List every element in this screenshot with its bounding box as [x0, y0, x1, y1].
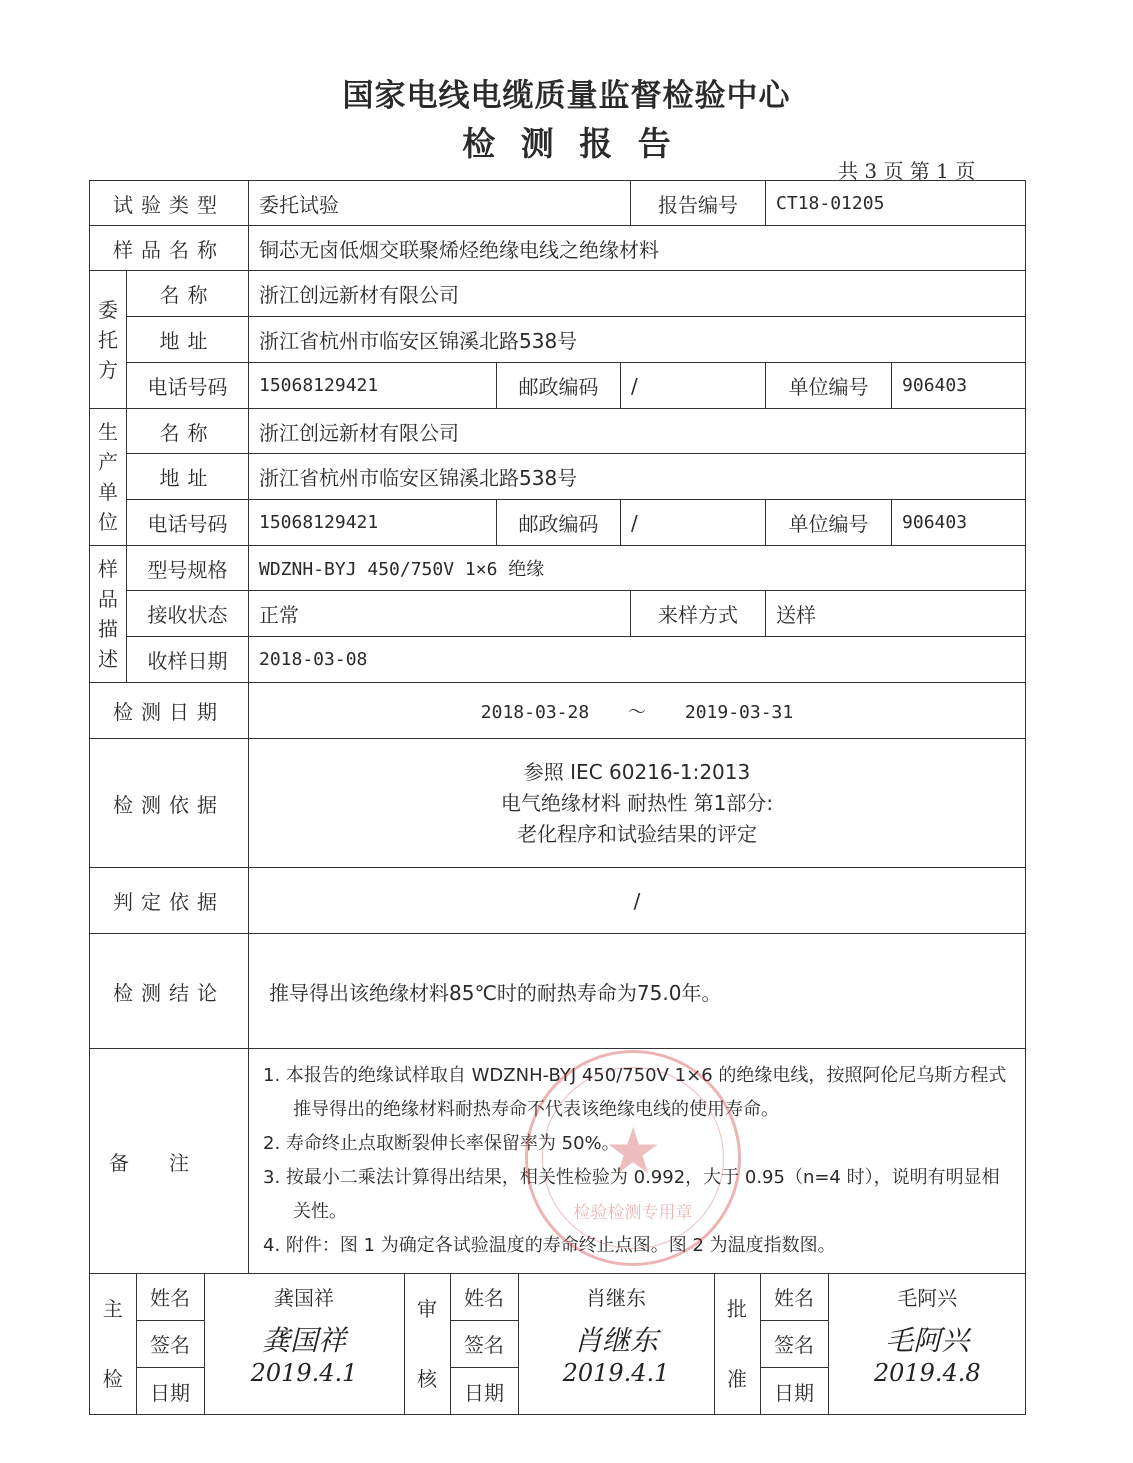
client-name-label: 名称	[127, 271, 249, 317]
signature-table	[90, 1274, 1026, 1414]
test-basis-value	[249, 739, 1026, 868]
mfr-postal-label: 邮政编码	[497, 500, 621, 546]
test-date-sep: ～	[628, 701, 647, 723]
test-basis-label: 检测依据	[90, 739, 249, 868]
conclusion-value: 推导得出该绝缘材料85℃时的耐热寿命为75.0年。	[249, 934, 1026, 1049]
review-role-label	[404, 1274, 450, 1414]
method-label: 来样方式	[631, 591, 766, 637]
row-test-basis	[90, 739, 1026, 868]
main-name-label: 姓名	[136, 1274, 204, 1320]
approve-date-label: 日期	[760, 1368, 828, 1414]
judge-basis-value: /	[249, 868, 1026, 934]
review-name: 肖继东	[586, 1286, 646, 1310]
mfr-unit-value: 906403	[892, 500, 1026, 546]
mfr-group-text: 生产单位	[98, 420, 118, 534]
report-no-value: CT18-01205	[766, 181, 1026, 226]
mfr-group-label	[90, 409, 127, 546]
row-mfr-name	[90, 409, 1026, 454]
status-label: 接收状态	[127, 591, 249, 637]
mfr-phone-label: 电话号码	[127, 500, 249, 546]
approve-signature-cell	[828, 1274, 1026, 1414]
remarks-label	[90, 1049, 249, 1274]
test-date-value	[249, 683, 1026, 739]
client-name-value: 浙江创远新材有限公司	[249, 271, 1026, 317]
client-phone-value: 15068129421	[249, 363, 497, 409]
main-signature: 龚国祥	[261, 1324, 346, 1357]
remark-item-3: 3. 按最小二乘法计算得出结果，相关性检验为 0.992，大于 0.95（n=4 时），说明有明显相关性。	[263, 1167, 1000, 1222]
client-postal-label: 邮政编码	[497, 363, 621, 409]
receive-date-value: 2018-03-08	[249, 637, 1026, 683]
test-date-label: 检测日期	[90, 683, 249, 739]
approve-signature: 毛阿兴	[885, 1324, 970, 1357]
report-title: 检 测 报 告	[462, 124, 671, 163]
client-postal-value: /	[621, 363, 766, 409]
test-basis-line2: 电气绝缘材料 耐热性 第1部分:	[500, 790, 774, 815]
main-date-label: 日期	[136, 1368, 204, 1414]
review-signature: 肖继东	[573, 1324, 658, 1357]
review-date-label: 日期	[450, 1368, 518, 1414]
remarks-label-text: 备注	[109, 1150, 229, 1175]
main-role-label	[90, 1274, 136, 1414]
test-basis-line3: 老化程序和试验结果的评定	[517, 821, 758, 846]
row-remarks	[90, 1049, 1026, 1274]
test-type-label: 试验类型	[90, 181, 249, 226]
main-signature-cell	[204, 1274, 404, 1414]
client-unit-label: 单位编号	[766, 363, 892, 409]
remarks-list	[249, 1049, 1026, 1274]
sample-desc-group-label	[90, 546, 127, 683]
main-sign-label: 签名	[136, 1320, 204, 1367]
model-label: 型号规格	[127, 546, 249, 591]
client-group-label	[90, 271, 127, 409]
row-conclusion	[90, 934, 1026, 1049]
main-date: 2019.4.1	[250, 1359, 358, 1387]
client-address-label: 地址	[127, 317, 249, 363]
row-sample-status	[90, 591, 1026, 637]
status-value: 正常	[249, 591, 631, 637]
model-value: WDZNH-BYJ 450/750V 1×6 绝缘	[249, 546, 1026, 591]
client-address-value: 浙江省杭州市临安区锦溪北路538号	[249, 317, 1026, 363]
page-info: 共 3 页 第 1 页	[838, 159, 976, 183]
row-client-address	[90, 317, 1026, 363]
conclusion-label: 检测结论	[90, 934, 249, 1049]
row-client-name	[90, 271, 1026, 317]
main-role-text: 主检	[102, 1297, 123, 1391]
org-title: 国家电线电缆质量监督检验中心	[342, 78, 791, 114]
row-mfr-address	[90, 454, 1026, 500]
method-value: 送样	[766, 591, 1026, 637]
row-client-phone	[90, 363, 1026, 409]
report-table	[89, 180, 1026, 1415]
remark-item-2: 2. 寿命终止点取断裂伸长率保留率为 50%。	[263, 1133, 620, 1154]
mfr-unit-label: 单位编号	[766, 500, 892, 546]
test-date-start: 2018-03-28	[480, 701, 590, 723]
test-basis-line1: 参照 IEC 60216-1:2013	[523, 759, 751, 784]
stamp-text: 检验检测专用章	[573, 1203, 693, 1223]
row-judge-basis	[90, 868, 1026, 934]
main-name: 龚国祥	[274, 1286, 334, 1310]
approve-sign-label: 签名	[760, 1320, 828, 1367]
review-signature-cell	[518, 1274, 714, 1414]
judge-basis-label: 判定依据	[90, 868, 249, 934]
mfr-address-label: 地址	[127, 454, 249, 500]
row-sample-name	[90, 226, 1026, 271]
test-type-value: 委托试验	[249, 181, 631, 226]
mfr-postal-value: /	[621, 500, 766, 546]
row-signatures	[90, 1274, 1026, 1415]
client-group-text: 委托方	[98, 297, 118, 382]
approve-name-label: 姓名	[760, 1274, 828, 1320]
mfr-name-value: 浙江创远新材有限公司	[249, 409, 1026, 454]
row-test-date	[90, 683, 1026, 739]
row-sample-model	[90, 546, 1026, 591]
signature-block	[90, 1274, 1026, 1415]
sample-name-value: 铜芯无卤低烟交联聚烯烃绝缘电线之绝缘材料	[249, 226, 1026, 271]
test-date-end: 2019-03-31	[684, 701, 794, 723]
review-sign-label: 签名	[450, 1320, 518, 1367]
review-date: 2019.4.1	[562, 1359, 670, 1387]
approve-date: 2019.4.8	[873, 1359, 981, 1387]
receive-date-label: 收样日期	[127, 637, 249, 683]
client-phone-label: 电话号码	[127, 363, 249, 409]
sample-desc-group-text: 样品描述	[98, 557, 118, 671]
row-sample-date	[90, 637, 1026, 683]
mfr-address-value: 浙江省杭州市临安区锦溪北路538号	[249, 454, 1026, 500]
row-mfr-phone	[90, 500, 1026, 546]
mfr-phone-value: 15068129421	[249, 500, 497, 546]
stamp-star-icon: ★	[604, 1115, 662, 1189]
report-no-label: 报告编号	[631, 181, 766, 226]
approve-role-label	[714, 1274, 760, 1414]
approve-name: 毛阿兴	[897, 1286, 958, 1310]
client-unit-value: 906403	[892, 363, 1026, 409]
remark-item-1: 1. 本报告的绝缘试样取自 WDZNH-BYJ 450/750V 1×6 的绝缘电线，按照阿伦尼乌斯方程式推导得出的绝缘材料耐热寿命不代表该绝缘电线的使用寿命。	[263, 1065, 1007, 1120]
remark-item-4: 4. 附件：图 1 为确定各试验温度的寿命终止点图。图 2 为温度指数图。	[263, 1235, 836, 1256]
review-role-text: 审核	[417, 1297, 437, 1391]
approve-role-text: 批准	[727, 1297, 747, 1391]
sample-name-label: 样品名称	[90, 226, 249, 271]
mfr-name-label: 名称	[127, 409, 249, 454]
review-name-label: 姓名	[450, 1274, 518, 1320]
row-test-type	[90, 181, 1026, 226]
